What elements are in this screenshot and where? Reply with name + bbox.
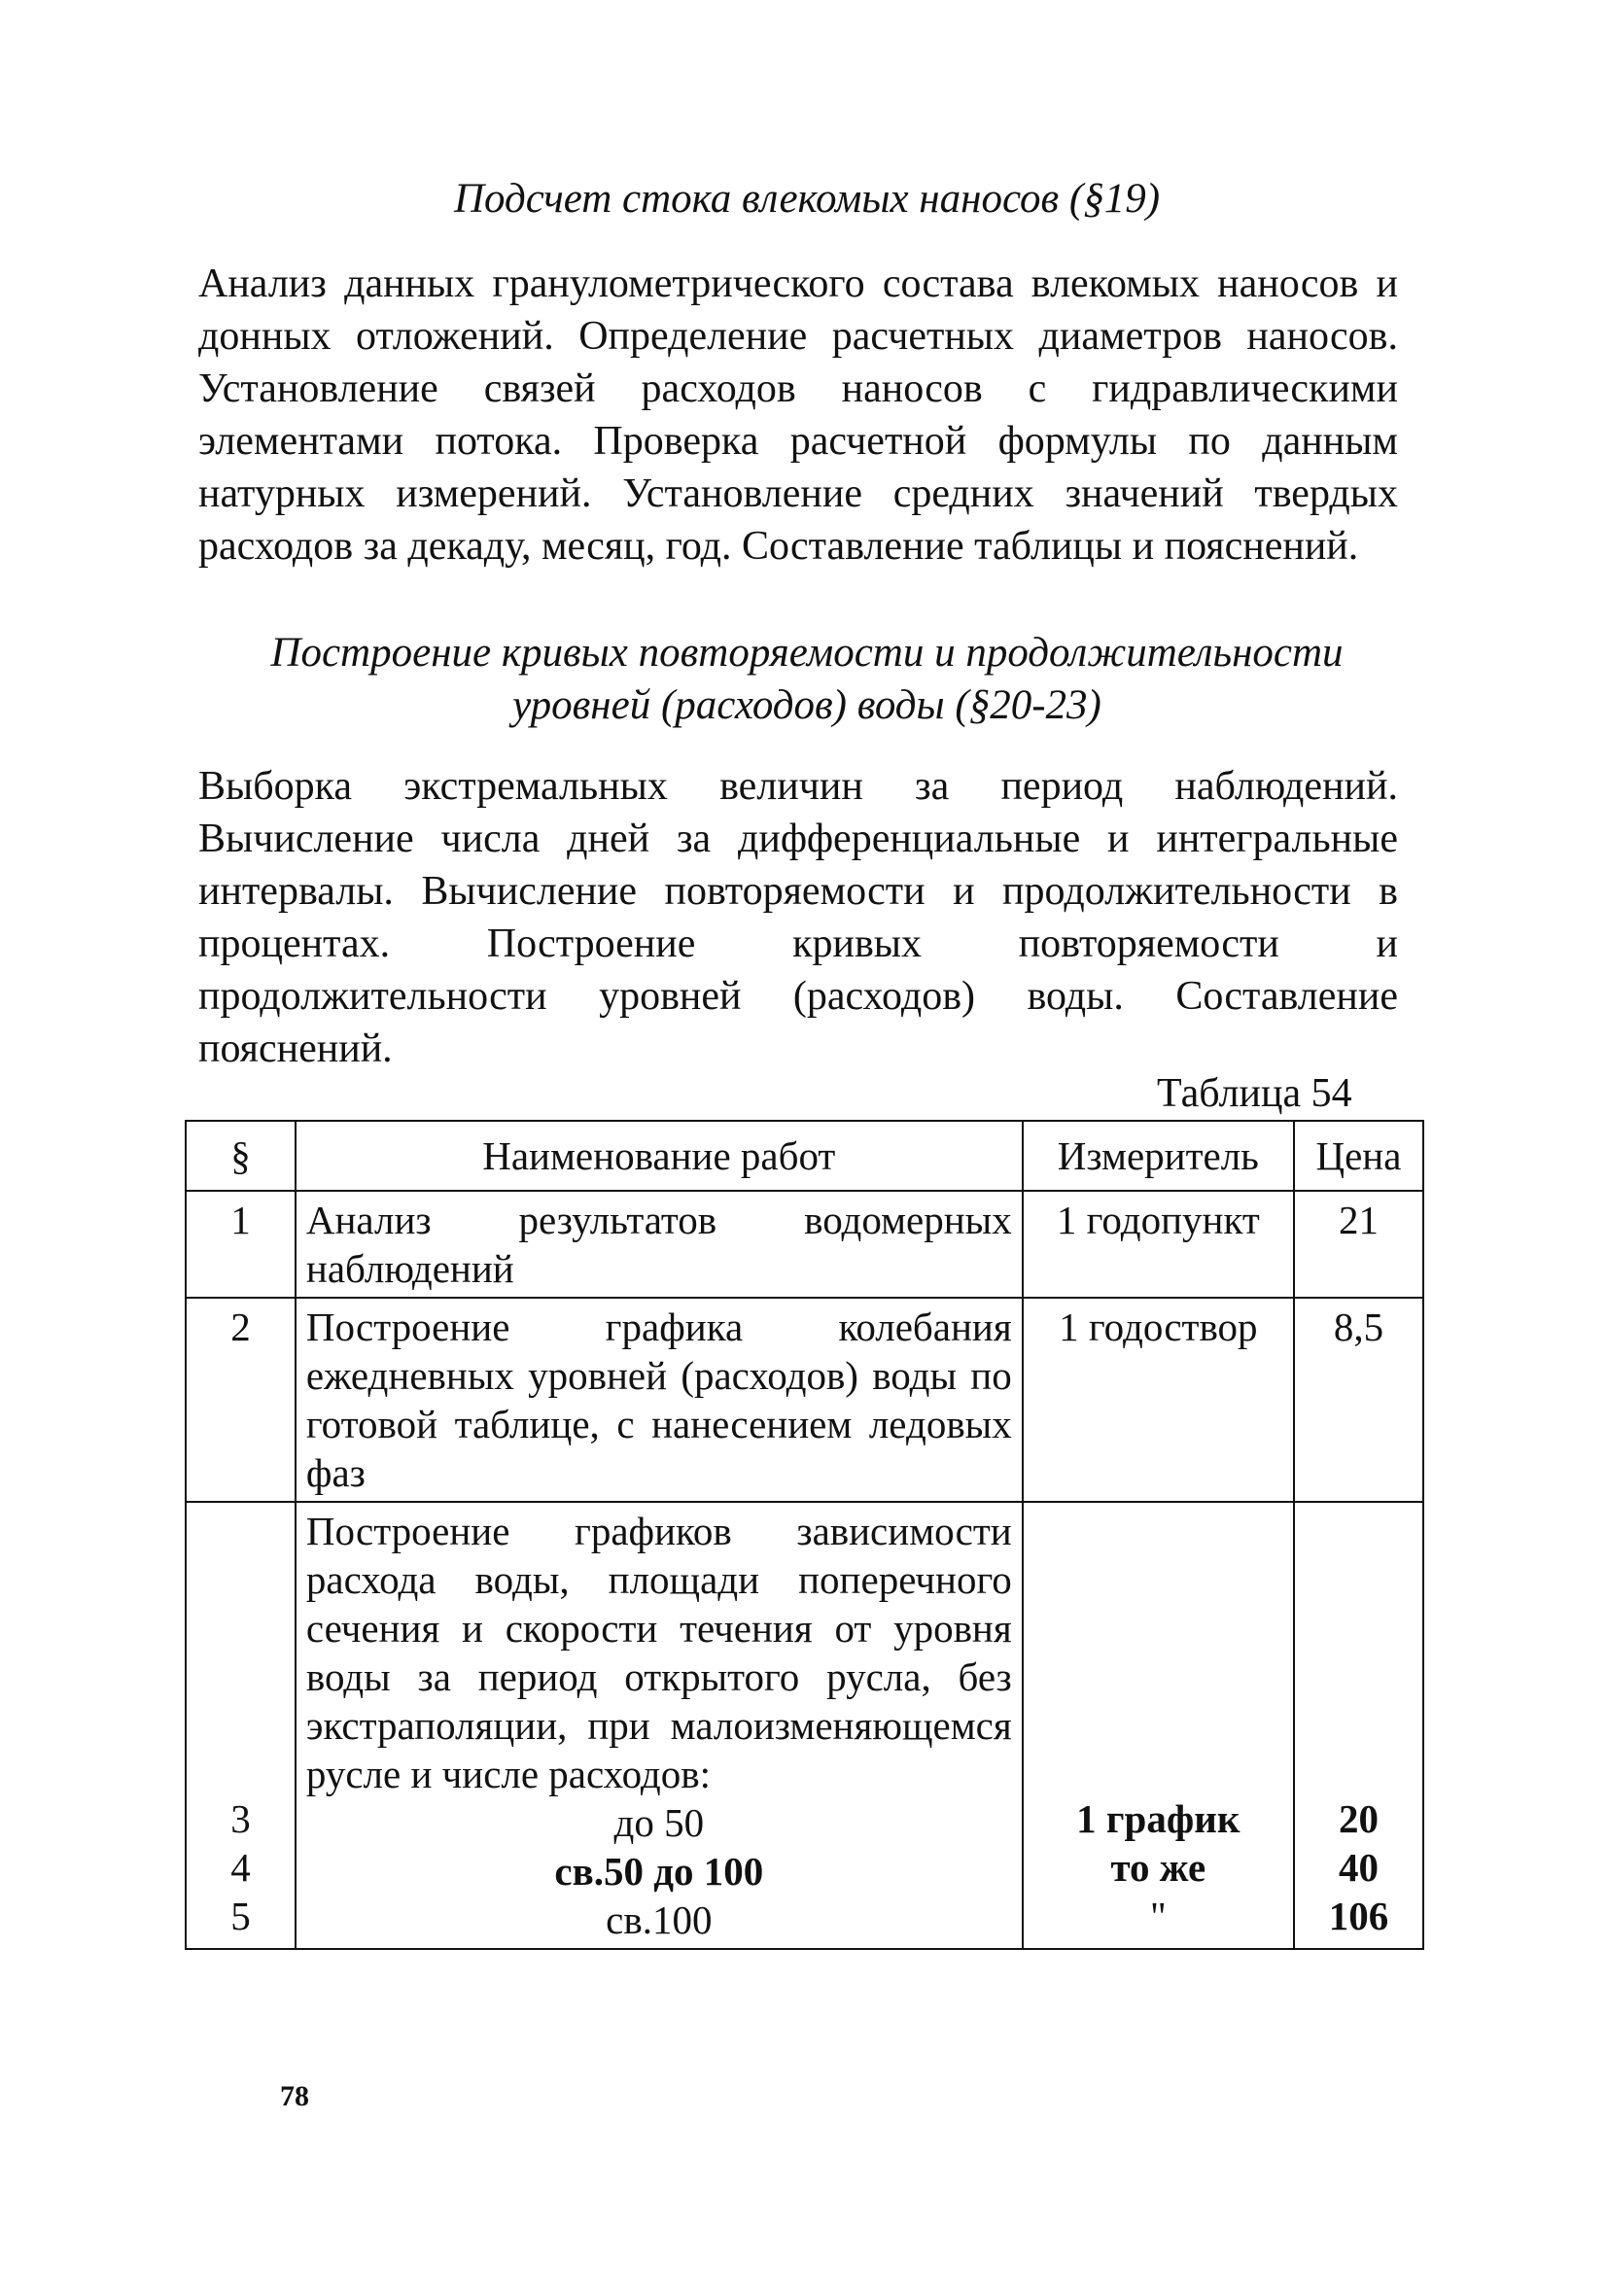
row-num: 1 (186, 1191, 296, 1298)
section-1-paragraph (198, 258, 1398, 573)
page-number: 78 (280, 2080, 309, 2112)
subrow-num: 3 (230, 1796, 251, 1841)
group-sublist (306, 1798, 1012, 1944)
header-name: Наименование работ (296, 1121, 1023, 1191)
row-name: Построение графика колебания ежедневных уровней (расходов) воды по готовой таблице, с нанесением ледовых фаз (296, 1298, 1023, 1502)
section-2-heading-line-1: Построение кривых повторяемости и продолжительности (270, 630, 1344, 676)
section-2-paragraph (198, 760, 1398, 1075)
subrow-unit: 1 график (1076, 1796, 1240, 1841)
section-1-heading: Подсчет стока влекомых наносов (§19) (453, 176, 1161, 222)
row-unit: 1 годоствор (1023, 1298, 1294, 1502)
subrow-unit: то же (1110, 1845, 1206, 1890)
subrow-unit: " (1149, 1894, 1167, 1938)
group-name-cell (296, 1502, 1023, 1949)
table-row (186, 1191, 1423, 1298)
row-price: 21 (1294, 1191, 1423, 1298)
row-name: Анализ результатов водомерных наблюдений (296, 1191, 1023, 1298)
group-num-cell (186, 1502, 296, 1949)
section-2-heading-line-2: уровней (расходов) воды (§20-23) (512, 682, 1101, 728)
header-price: Цена (1294, 1121, 1423, 1191)
table-group-row (186, 1502, 1423, 1949)
row-price: 8,5 (1294, 1298, 1423, 1502)
subrow-price: 40 (1338, 1845, 1379, 1890)
subrow-name: св.100 (606, 1897, 713, 1942)
subrow-name: св.50 до 100 (554, 1849, 764, 1894)
group-price-cell (1294, 1502, 1423, 1949)
group-name: Построение графиков зависимости расхода воды, площади поперечного сечения и скорости течения от уровня воды за период открытого русла, без экстраполяции, при малоизменяющемся русле и числе расходов: (305, 1509, 1012, 1796)
table-row (186, 1298, 1423, 1502)
section-2-heading (185, 627, 1429, 732)
header-unit: Измеритель (1023, 1121, 1294, 1191)
price-table (185, 1120, 1424, 1950)
subrow-price: 20 (1338, 1796, 1379, 1841)
subrow-num: 5 (230, 1894, 251, 1938)
subrow-name: до 50 (613, 1800, 705, 1845)
subrow-price: 106 (1328, 1894, 1389, 1938)
section-1-text: Анализ данных гранулометрического состава влекомых наносов и донных отложений. Определение расчетных диаметров наносов. Установление связей расходов наносов с гидравлическими элементами потока. Проверка расчетной формулы по данным натурных измерений. Установление средних значений твердых расходов за декаду, месяц, год. Составление таблицы и пояснений. (198, 261, 1398, 569)
header-num: § (186, 1121, 296, 1191)
row-unit: 1 годопункт (1023, 1191, 1294, 1298)
table-caption: Таблица 54 (1157, 1071, 1352, 1116)
table-header-row (186, 1121, 1423, 1191)
row-num: 2 (186, 1298, 296, 1502)
section-2-text: Выборка экстремальных величин за период наблюдений. Вычисление числа дней за дифференциальные и интегральные интервалы. Вычисление повторяемости и продолжительности в процентах. Построение кривых повторяемости и продолжительности уровней (расходов) воды. Составление пояснений. (198, 764, 1398, 1071)
subrow-num: 4 (230, 1845, 251, 1890)
group-unit-cell (1023, 1502, 1294, 1949)
